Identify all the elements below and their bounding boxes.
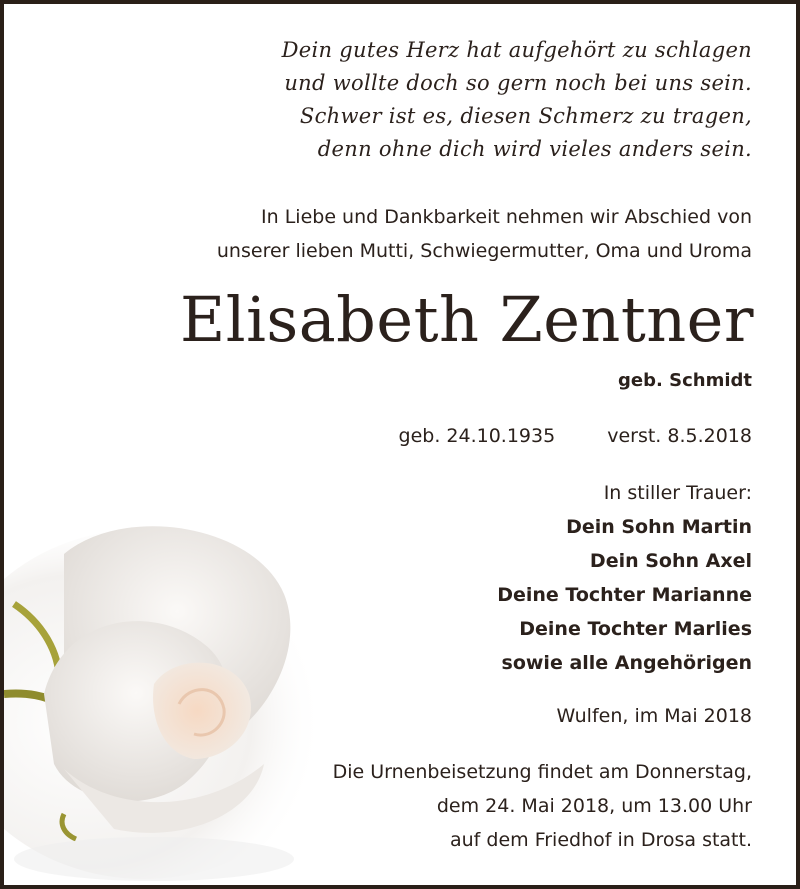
- mourners-heading: In stiller Trauer:: [603, 482, 752, 504]
- mourner: Deine Tochter Marlies: [519, 618, 752, 640]
- poem-line: denn ohne dich wird vieles anders sein.: [317, 137, 752, 161]
- birth-date: geb. 24.10.1935: [398, 425, 556, 447]
- poem-line: Dein gutes Herz hat aufgehört zu schlagen: [281, 38, 752, 62]
- poem-line: Schwer ist es, diesen Schmerz zu tragen,: [299, 104, 752, 128]
- burial-info: [333, 755, 752, 857]
- maiden-name: geb. Schmidt: [618, 370, 752, 391]
- mourner: Deine Tochter Marianne: [497, 584, 752, 606]
- burial-line: dem 24. Mai 2018, um 13.00 Uhr: [436, 795, 752, 817]
- intro-line: In Liebe und Dankbarkeit nehmen wir Abschied von: [261, 206, 752, 228]
- mourner: Dein Sohn Axel: [589, 550, 752, 572]
- intro-line: unserer lieben Mutti, Schwiegermutter, Oma und Uroma: [216, 240, 752, 262]
- intro-text: [217, 200, 752, 268]
- poem: [282, 34, 752, 166]
- death-date: verst. 8.5.2018: [607, 425, 752, 447]
- poem-line: und wollte doch so gern noch bei uns sein.: [284, 71, 752, 95]
- burial-line: auf dem Friedhof in Drosa statt.: [449, 829, 752, 851]
- white-rose-icon: [4, 514, 384, 889]
- mourners-list: [497, 476, 752, 680]
- deceased-name: Elisabeth Zentner: [179, 283, 754, 356]
- burial-line: Die Urnenbeisetzung findet am Donnerstag,: [332, 761, 752, 783]
- place-date: Wulfen, im Mai 2018: [556, 705, 752, 727]
- mourner: sowie alle Angehörigen: [501, 652, 752, 674]
- life-dates: [399, 425, 752, 447]
- mourner: Dein Sohn Martin: [566, 516, 752, 538]
